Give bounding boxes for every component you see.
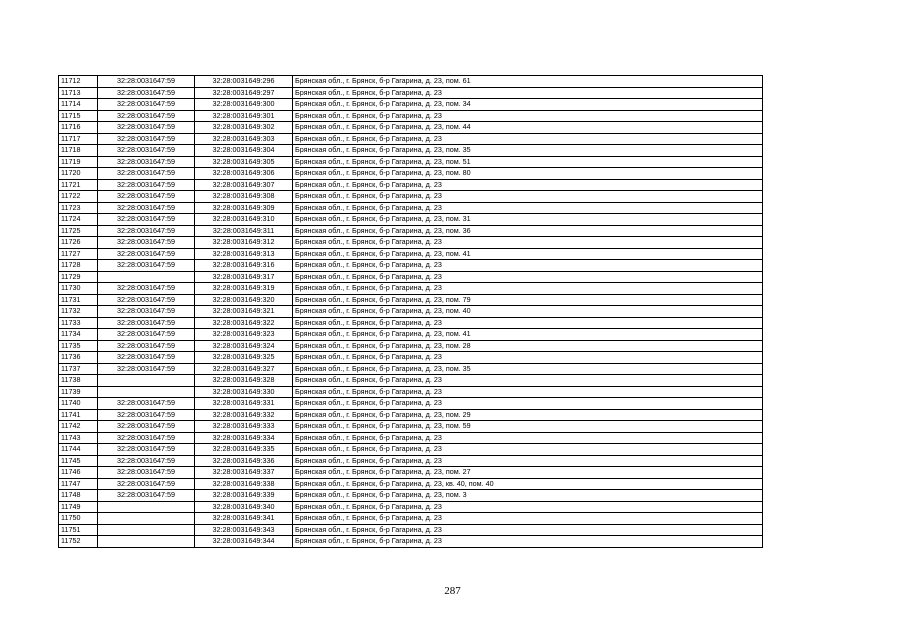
land-cadastral-number-cell: 32:28:0031647:59: [98, 294, 195, 306]
table-row: [59, 99, 763, 111]
row-number-cell: 11747: [59, 478, 98, 490]
object-cadastral-number-cell: 32:28:0031649:313: [195, 248, 293, 260]
table-body: [59, 76, 763, 548]
address-cell: Брянская обл., г. Брянск, б-р Гагарина, д. 23: [293, 317, 763, 329]
address-cell: Брянская обл., г. Брянск, б-р Гагарина, д. 23, пом. 31: [293, 214, 763, 226]
land-cadastral-number-cell: [98, 386, 195, 398]
table-row: [59, 283, 763, 295]
table-row: [59, 317, 763, 329]
address-cell: Брянская обл., г. Брянск, б-р Гагарина, д. 23, пом. 28: [293, 340, 763, 352]
row-number-cell: 11728: [59, 260, 98, 272]
land-cadastral-number-cell: 32:28:0031647:59: [98, 398, 195, 410]
object-cadastral-number-cell: 32:28:0031649:308: [195, 191, 293, 203]
row-number-cell: 11727: [59, 248, 98, 260]
table-row: [59, 329, 763, 341]
address-cell: Брянская обл., г. Брянск, б-р Гагарина, д. 23, пом. 3: [293, 490, 763, 502]
row-number-cell: 11749: [59, 501, 98, 513]
object-cadastral-number-cell: 32:28:0031649:327: [195, 363, 293, 375]
address-cell: Брянская обл., г. Брянск, б-р Гагарина, д. 23, пом. 61: [293, 76, 763, 88]
table-row: [59, 214, 763, 226]
row-number-cell: 11714: [59, 99, 98, 111]
address-cell: Брянская обл., г. Брянск, б-р Гагарина, д. 23, пом. 51: [293, 156, 763, 168]
table-row: [59, 501, 763, 513]
land-cadastral-number-cell: 32:28:0031647:59: [98, 444, 195, 456]
row-number-cell: 11715: [59, 110, 98, 122]
table-row: [59, 444, 763, 456]
land-cadastral-number-cell: [98, 375, 195, 387]
row-number-cell: 11732: [59, 306, 98, 318]
land-cadastral-number-cell: 32:28:0031647:59: [98, 202, 195, 214]
table-row: [59, 513, 763, 525]
object-cadastral-number-cell: 32:28:0031649:325: [195, 352, 293, 364]
land-cadastral-number-cell: [98, 524, 195, 536]
table-row: [59, 260, 763, 272]
object-cadastral-number-cell: 32:28:0031649:331: [195, 398, 293, 410]
address-cell: Брянская обл., г. Брянск, б-р Гагарина, д. 23: [293, 536, 763, 548]
address-cell: Брянская обл., г. Брянск, б-р Гагарина, д. 23: [293, 444, 763, 456]
address-cell: Брянская обл., г. Брянск, б-р Гагарина, д. 23, пом. 29: [293, 409, 763, 421]
address-cell: Брянская обл., г. Брянск, б-р Гагарина, д. 23: [293, 513, 763, 525]
row-number-cell: 11739: [59, 386, 98, 398]
land-cadastral-number-cell: 32:28:0031647:59: [98, 76, 195, 88]
address-cell: Брянская обл., г. Брянск, б-р Гагарина, д. 23, пом. 80: [293, 168, 763, 180]
table-row: [59, 455, 763, 467]
row-number-cell: 11712: [59, 76, 98, 88]
address-cell: Брянская обл., г. Брянск, б-р Гагарина, д. 23: [293, 283, 763, 295]
object-cadastral-number-cell: 32:28:0031649:322: [195, 317, 293, 329]
table-row: [59, 248, 763, 260]
object-cadastral-number-cell: 32:28:0031649:323: [195, 329, 293, 341]
row-number-cell: 11718: [59, 145, 98, 157]
table-row: [59, 145, 763, 157]
object-cadastral-number-cell: 32:28:0031649:304: [195, 145, 293, 157]
address-cell: Брянская обл., г. Брянск, б-р Гагарина, д. 23: [293, 386, 763, 398]
land-cadastral-number-cell: 32:28:0031647:59: [98, 99, 195, 111]
row-number-cell: 11740: [59, 398, 98, 410]
row-number-cell: 11729: [59, 271, 98, 283]
address-cell: Брянская обл., г. Брянск, б-р Гагарина, д. 23, пом. 40: [293, 306, 763, 318]
row-number-cell: 11734: [59, 329, 98, 341]
table-row: [59, 478, 763, 490]
address-cell: Брянская обл., г. Брянск, б-р Гагарина, д. 23: [293, 432, 763, 444]
land-cadastral-number-cell: 32:28:0031647:59: [98, 237, 195, 249]
land-cadastral-number-cell: 32:28:0031647:59: [98, 225, 195, 237]
table-row: [59, 432, 763, 444]
land-cadastral-number-cell: 32:28:0031647:59: [98, 363, 195, 375]
land-cadastral-number-cell: 32:28:0031647:59: [98, 455, 195, 467]
row-number-cell: 11748: [59, 490, 98, 502]
object-cadastral-number-cell: 32:28:0031649:297: [195, 87, 293, 99]
land-cadastral-number-cell: 32:28:0031647:59: [98, 145, 195, 157]
object-cadastral-number-cell: 32:28:0031649:324: [195, 340, 293, 352]
object-cadastral-number-cell: 32:28:0031649:311: [195, 225, 293, 237]
row-number-cell: 11745: [59, 455, 98, 467]
row-number-cell: 11720: [59, 168, 98, 180]
land-cadastral-number-cell: 32:28:0031647:59: [98, 329, 195, 341]
land-cadastral-number-cell: 32:28:0031647:59: [98, 467, 195, 479]
table-row: [59, 524, 763, 536]
land-cadastral-number-cell: 32:28:0031647:59: [98, 122, 195, 134]
row-number-cell: 11726: [59, 237, 98, 249]
row-number-cell: 11736: [59, 352, 98, 364]
object-cadastral-number-cell: 32:28:0031649:328: [195, 375, 293, 387]
table-row: [59, 409, 763, 421]
address-cell: Брянская обл., г. Брянск, б-р Гагарина, д. 23: [293, 237, 763, 249]
table-row: [59, 363, 763, 375]
row-number-cell: 11750: [59, 513, 98, 525]
object-cadastral-number-cell: 32:28:0031649:306: [195, 168, 293, 180]
land-cadastral-number-cell: 32:28:0031647:59: [98, 432, 195, 444]
object-cadastral-number-cell: 32:28:0031649:307: [195, 179, 293, 191]
address-cell: Брянская обл., г. Брянск, б-р Гагарина, д. 23, пом. 44: [293, 122, 763, 134]
land-cadastral-number-cell: 32:28:0031647:59: [98, 191, 195, 203]
object-cadastral-number-cell: 32:28:0031649:335: [195, 444, 293, 456]
object-cadastral-number-cell: 32:28:0031649:337: [195, 467, 293, 479]
address-cell: Брянская обл., г. Брянск, б-р Гагарина, д. 23, пом. 35: [293, 145, 763, 157]
object-cadastral-number-cell: 32:28:0031649:312: [195, 237, 293, 249]
object-cadastral-number-cell: 32:28:0031649:344: [195, 536, 293, 548]
row-number-cell: 11738: [59, 375, 98, 387]
object-cadastral-number-cell: 32:28:0031649:303: [195, 133, 293, 145]
land-cadastral-number-cell: 32:28:0031647:59: [98, 179, 195, 191]
row-number-cell: 11724: [59, 214, 98, 226]
address-cell: Брянская обл., г. Брянск, б-р Гагарина, д. 23, пом. 79: [293, 294, 763, 306]
table-row: [59, 421, 763, 433]
address-cell: Брянская обл., г. Брянск, б-р Гагарина, д. 23: [293, 398, 763, 410]
table-row: [59, 225, 763, 237]
row-number-cell: 11722: [59, 191, 98, 203]
address-cell: Брянская обл., г. Брянск, б-р Гагарина, д. 23, пом. 27: [293, 467, 763, 479]
table-row: [59, 467, 763, 479]
address-cell: Брянская обл., г. Брянск, б-р Гагарина, д. 23, пом. 41: [293, 329, 763, 341]
row-number-cell: 11752: [59, 536, 98, 548]
address-cell: Брянская обл., г. Брянск, б-р Гагарина, д. 23: [293, 501, 763, 513]
object-cadastral-number-cell: 32:28:0031649:319: [195, 283, 293, 295]
address-cell: Брянская обл., г. Брянск, б-р Гагарина, д. 23: [293, 455, 763, 467]
land-cadastral-number-cell: 32:28:0031647:59: [98, 283, 195, 295]
address-cell: Брянская обл., г. Брянск, б-р Гагарина, д. 23, кв. 40, пом. 40: [293, 478, 763, 490]
object-cadastral-number-cell: 32:28:0031649:296: [195, 76, 293, 88]
land-cadastral-number-cell: 32:28:0031647:59: [98, 156, 195, 168]
table-row: [59, 237, 763, 249]
row-number-cell: 11741: [59, 409, 98, 421]
object-cadastral-number-cell: 32:28:0031649:302: [195, 122, 293, 134]
address-cell: Брянская обл., г. Брянск, б-р Гагарина, д. 23: [293, 524, 763, 536]
land-cadastral-number-cell: 32:28:0031647:59: [98, 421, 195, 433]
address-cell: Брянская обл., г. Брянск, б-р Гагарина, д. 23: [293, 271, 763, 283]
land-cadastral-number-cell: 32:28:0031647:59: [98, 260, 195, 272]
address-cell: Брянская обл., г. Брянск, б-р Гагарина, д. 23: [293, 133, 763, 145]
row-number-cell: 11723: [59, 202, 98, 214]
object-cadastral-number-cell: 32:28:0031649:305: [195, 156, 293, 168]
object-cadastral-number-cell: 32:28:0031649:338: [195, 478, 293, 490]
address-cell: Брянская обл., г. Брянск, б-р Гагарина, д. 23, пом. 41: [293, 248, 763, 260]
object-cadastral-number-cell: 32:28:0031649:320: [195, 294, 293, 306]
land-cadastral-number-cell: 32:28:0031647:59: [98, 317, 195, 329]
land-cadastral-number-cell: [98, 513, 195, 525]
land-cadastral-number-cell: 32:28:0031647:59: [98, 409, 195, 421]
row-number-cell: 11744: [59, 444, 98, 456]
object-cadastral-number-cell: 32:28:0031649:310: [195, 214, 293, 226]
table-row: [59, 168, 763, 180]
table-row: [59, 271, 763, 283]
row-number-cell: 11746: [59, 467, 98, 479]
table-row: [59, 122, 763, 134]
table-row: [59, 352, 763, 364]
table-row: [59, 76, 763, 88]
table-row: [59, 294, 763, 306]
table-row: [59, 340, 763, 352]
land-cadastral-number-cell: 32:28:0031647:59: [98, 352, 195, 364]
row-number-cell: 11730: [59, 283, 98, 295]
object-cadastral-number-cell: 32:28:0031649:309: [195, 202, 293, 214]
land-cadastral-number-cell: 32:28:0031647:59: [98, 110, 195, 122]
address-cell: Брянская обл., г. Брянск, б-р Гагарина, д. 23: [293, 260, 763, 272]
table-row: [59, 536, 763, 548]
land-cadastral-number-cell: [98, 271, 195, 283]
table-row: [59, 398, 763, 410]
object-cadastral-number-cell: 32:28:0031649:300: [195, 99, 293, 111]
object-cadastral-number-cell: 32:28:0031649:343: [195, 524, 293, 536]
address-cell: Брянская обл., г. Брянск, б-р Гагарина, д. 23, пом. 34: [293, 99, 763, 111]
address-cell: Брянская обл., г. Брянск, б-р Гагарина, д. 23, пом. 59: [293, 421, 763, 433]
table-row: [59, 202, 763, 214]
table-row: [59, 191, 763, 203]
address-cell: Брянская обл., г. Брянск, б-р Гагарина, д. 23: [293, 375, 763, 387]
row-number-cell: 11737: [59, 363, 98, 375]
object-cadastral-number-cell: 32:28:0031649:332: [195, 409, 293, 421]
row-number-cell: 11733: [59, 317, 98, 329]
land-cadastral-number-cell: 32:28:0031647:59: [98, 340, 195, 352]
object-cadastral-number-cell: 32:28:0031649:339: [195, 490, 293, 502]
row-number-cell: 11742: [59, 421, 98, 433]
land-cadastral-number-cell: 32:28:0031647:59: [98, 490, 195, 502]
table-row: [59, 110, 763, 122]
row-number-cell: 11731: [59, 294, 98, 306]
address-cell: Брянская обл., г. Брянск, б-р Гагарина, д. 23: [293, 352, 763, 364]
table-row: [59, 133, 763, 145]
land-cadastral-number-cell: 32:28:0031647:59: [98, 168, 195, 180]
object-cadastral-number-cell: 32:28:0031649:301: [195, 110, 293, 122]
address-cell: Брянская обл., г. Брянск, б-р Гагарина, д. 23, пом. 35: [293, 363, 763, 375]
object-cadastral-number-cell: 32:28:0031649:336: [195, 455, 293, 467]
object-cadastral-number-cell: 32:28:0031649:330: [195, 386, 293, 398]
row-number-cell: 11735: [59, 340, 98, 352]
object-cadastral-number-cell: 32:28:0031649:316: [195, 260, 293, 272]
table-row: [59, 490, 763, 502]
address-cell: Брянская обл., г. Брянск, б-р Гагарина, д. 23: [293, 110, 763, 122]
row-number-cell: 11743: [59, 432, 98, 444]
land-cadastral-number-cell: 32:28:0031647:59: [98, 133, 195, 145]
land-cadastral-number-cell: 32:28:0031647:59: [98, 214, 195, 226]
row-number-cell: 11713: [59, 87, 98, 99]
row-number-cell: 11719: [59, 156, 98, 168]
table-row: [59, 386, 763, 398]
address-cell: Брянская обл., г. Брянск, б-р Гагарина, д. 23: [293, 179, 763, 191]
table-row: [59, 87, 763, 99]
object-cadastral-number-cell: 32:28:0031649:340: [195, 501, 293, 513]
table-row: [59, 156, 763, 168]
address-cell: Брянская обл., г. Брянск, б-р Гагарина, д. 23: [293, 202, 763, 214]
address-cell: Брянская обл., г. Брянск, б-р Гагарина, д. 23, пом. 36: [293, 225, 763, 237]
row-number-cell: 11721: [59, 179, 98, 191]
table-row: [59, 179, 763, 191]
table-row: [59, 306, 763, 318]
row-number-cell: 11751: [59, 524, 98, 536]
page-number: 287: [444, 585, 461, 597]
land-cadastral-number-cell: 32:28:0031647:59: [98, 478, 195, 490]
object-cadastral-number-cell: 32:28:0031649:341: [195, 513, 293, 525]
object-cadastral-number-cell: 32:28:0031649:317: [195, 271, 293, 283]
land-cadastral-number-cell: 32:28:0031647:59: [98, 248, 195, 260]
table-row: [59, 375, 763, 387]
address-cell: Брянская обл., г. Брянск, б-р Гагарина, д. 23: [293, 87, 763, 99]
object-cadastral-number-cell: 32:28:0031649:333: [195, 421, 293, 433]
object-cadastral-number-cell: 32:28:0031649:334: [195, 432, 293, 444]
row-number-cell: 11725: [59, 225, 98, 237]
row-number-cell: 11716: [59, 122, 98, 134]
land-cadastral-number-cell: [98, 536, 195, 548]
land-cadastral-number-cell: 32:28:0031647:59: [98, 306, 195, 318]
row-number-cell: 11717: [59, 133, 98, 145]
object-cadastral-number-cell: 32:28:0031649:321: [195, 306, 293, 318]
cadastral-table: [58, 75, 763, 548]
land-cadastral-number-cell: 32:28:0031647:59: [98, 87, 195, 99]
address-cell: Брянская обл., г. Брянск, б-р Гагарина, д. 23: [293, 191, 763, 203]
land-cadastral-number-cell: [98, 501, 195, 513]
